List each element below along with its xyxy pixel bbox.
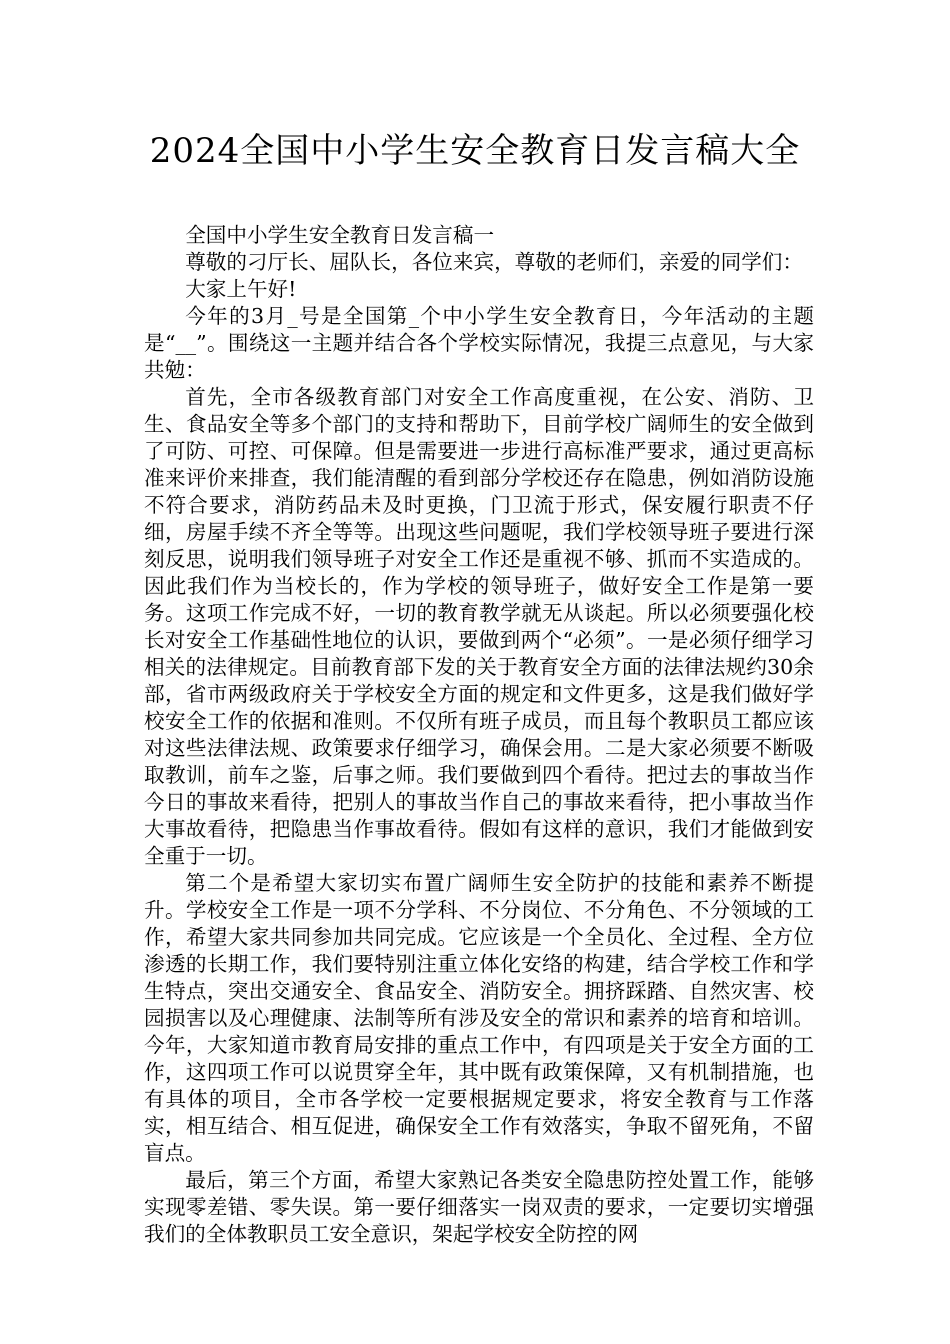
salutation-paragraph: 尊敬的刁厅长、屈队长，各位来宾，尊敬的老师们，亲爱的同学们： — [185, 250, 803, 274]
section-heading: 全国中小学生安全教育日发言稿一 — [185, 223, 495, 247]
document-body — [144, 222, 814, 1248]
intro-paragraph: 今年的3月_号是全国第_个中小学生安全教育日，今年活动的主题是“__”。围绕这一主题并结合各个学校实际情况，我提三点意见，与大家共勉： — [144, 304, 814, 382]
point-one-paragraph: 首先，全市各级教育部门对安全工作高度重视，在公安、消防、卫生、食品安全等多个部门的支持和帮助下，目前学校广阔师生的安全做到了可防、可控、可保障。但是需要进一步进行高标准严要求，通过更高标准来评价来排查，我们能清醒的看到部分学校还存在隐患，例如消防设施不符合要求，消防药品未及时更换，门卫流于形式，保安履行职责不仔细，房屋手续不齐全等等。出现这些问题呢，我们学校领导班子要进行深刻反思，说明我们领导班子对安全工作还是重视不够、抓而不实造成的。因此我们作为当校长的，作为学校的领导班子，做好安全工作是第一要务。这项工作完成不好，一切的教育教学就无从谈起。所以必须要强化校长对安全工作基础性地位的认识，要做到两个“必须”。一是必须仔细学习相关的法律规定。目前教育部下发的关于教育安全方面的法律法规约30余部，省市两级政府关于学校安全方面的规定和文件更多，这是我们做好学校安全工作的依据和准则。不仅所有班子成员，而且每个教职员工都应该对这些法律法规、政策要求仔细学习，确保会用。二是大家必须要不断吸取教训，前车之鉴，后事之师。我们要做到四个看待。把过去的事故当作今日的事故来看待，把别人的事故当作自己的事故来看待，把小事故当作大事故看待，把隐患当作事故看待。假如有这样的意识，我们才能做到安全重于一切。 — [144, 385, 814, 868]
document-title: 2024全国中小学生安全教育日发言稿大全 — [149, 131, 801, 171]
point-three-paragraph: 最后，第三个方面，希望大家熟记各类安全隐患防控处置工作，能够实现零差错、零失误。第一要仔细落实一岗双责的要求，一定要切实增强我们的全体教职员工安全意识，架起学校安全防控的网 — [144, 1168, 814, 1246]
point-two-paragraph: 第二个是希望大家切实布置广阔师生安全防护的技能和素养不断提升。学校安全工作是一项不分学科、不分岗位、不分角色、不分领域的工作，希望大家共同参加共同完成。它应该是一个全员化、全过程、全方位渗透的长期工作，我们要特别注重立体化安络的构建，结合学校工作和学生特点，突出交通安全、食品安全、消防安全。拥挤踩踏、自然灾害、校园损害以及心理健康、法制等所有涉及安全的常识和素养的培育和培训。今年，大家知道市教育局安排的重点工作中，有四项是关于安全方面的工作，这四项工作可以说贯穿全年，其中既有政策保障，又有机制措施，也有具体的项目，全市各学校一定要根据规定要求，将安全教育与工作落实，相互结合、相互促进，确保安全工作有效落实，争取不留死角，不留盲点。 — [144, 871, 814, 1165]
greeting-paragraph: 大家上午好! — [185, 277, 297, 301]
